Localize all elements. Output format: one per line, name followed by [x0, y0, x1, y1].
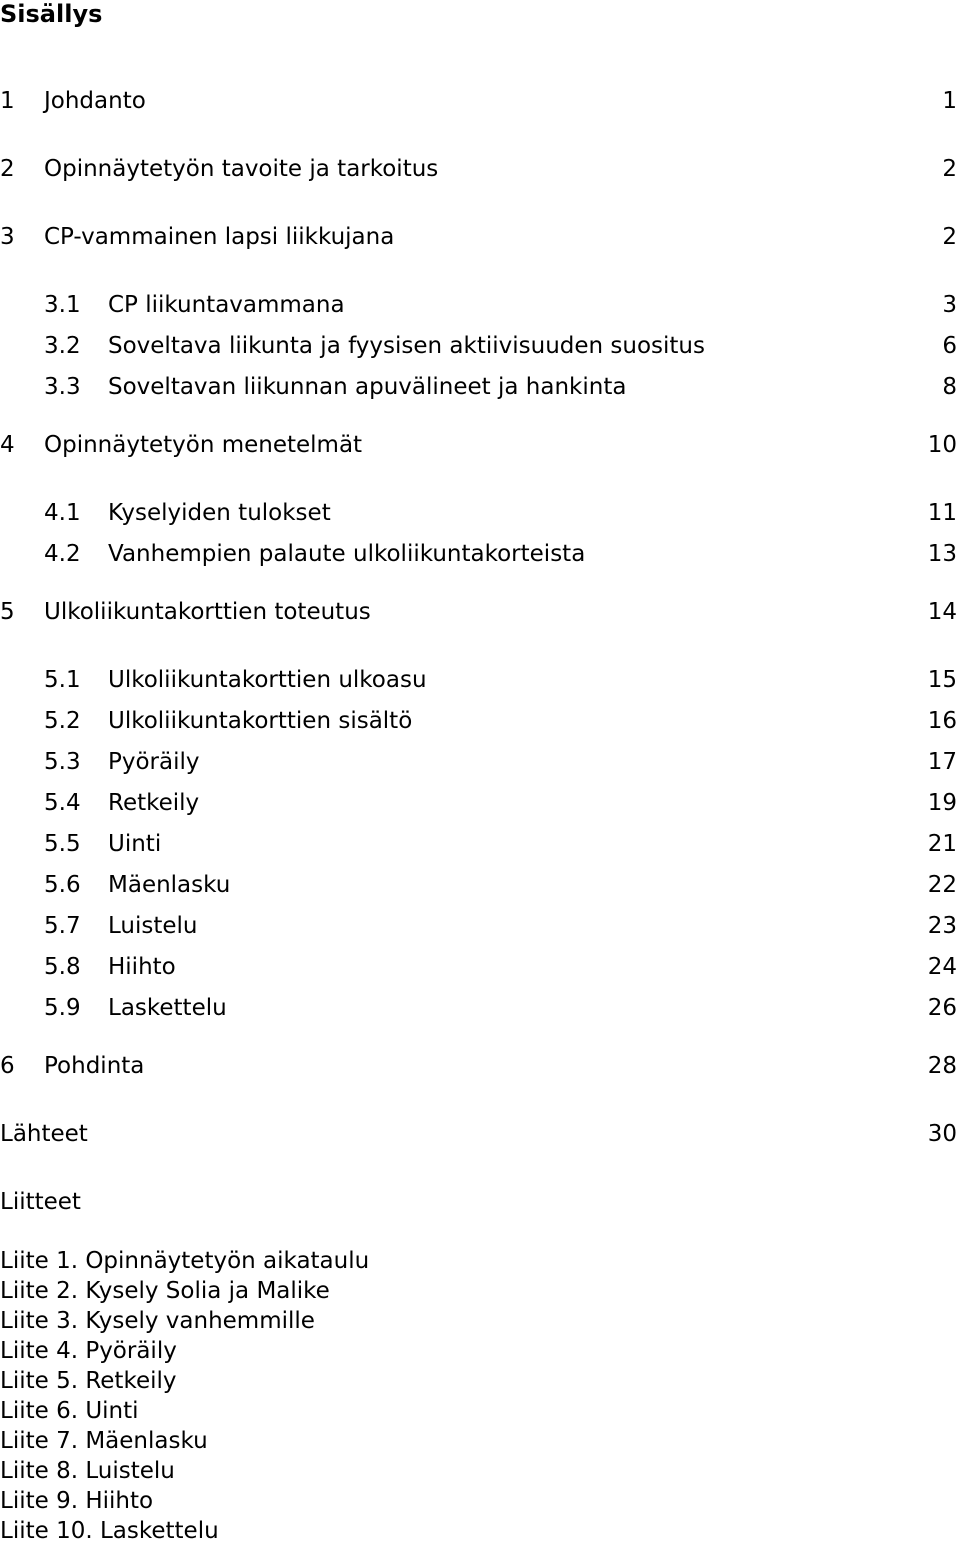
- toc-entry-page: 3: [942, 292, 957, 318]
- toc-entry-page: 23: [927, 913, 957, 939]
- page-title: Sisällys: [0, 0, 103, 28]
- toc-entry-title: Opinnäytetyön tavoite ja tarkoitus: [44, 156, 439, 182]
- appendix-item: Liite 6. Uinti: [0, 1398, 139, 1424]
- toc-entry-page: 8: [942, 374, 957, 400]
- toc-entry-page: 16: [927, 708, 957, 734]
- toc-entry: [0, 706, 957, 736]
- toc-entry: [0, 1051, 957, 1081]
- toc-entry: [0, 911, 957, 941]
- toc-entry-title: Soveltava liikunta ja fyysisen aktiivisuuden suositus: [108, 333, 705, 359]
- toc-entry-page: 10: [927, 432, 957, 458]
- toc-entry: [0, 290, 957, 320]
- toc-entry-number: 3: [0, 224, 15, 250]
- toc-entry-page: 15: [927, 667, 957, 693]
- toc-entry-number: 6: [0, 1053, 15, 1079]
- appendix-item: Liite 4. Pyöräily: [0, 1338, 177, 1364]
- toc-entry-title: Vanhempien palaute ulkoliikuntakorteista: [108, 541, 586, 567]
- toc-entry-page: 1: [942, 88, 957, 114]
- toc-entry-page: 2: [942, 224, 957, 250]
- toc-entry-page: 28: [927, 1053, 957, 1079]
- appendix-list: [0, 1246, 369, 1546]
- toc-entry-title: Ulkoliikuntakorttien toteutus: [44, 599, 371, 625]
- toc-entry-page: 24: [927, 954, 957, 980]
- toc-entry: [0, 154, 957, 184]
- toc-entry-title: Pyöräily: [108, 749, 200, 775]
- toc-entry: [0, 539, 957, 569]
- appendix-item: Liite 5. Retkeily: [0, 1368, 177, 1394]
- toc-entry-page: 21: [927, 831, 957, 857]
- toc-entry-number: 5.9: [44, 995, 81, 1021]
- toc-entry-page: 6: [942, 333, 957, 359]
- toc-entry-title: CP-vammainen lapsi liikkujana: [44, 224, 395, 250]
- toc-entry-title: Mäenlasku: [108, 872, 231, 898]
- toc-entry-title: Luistelu: [108, 913, 198, 939]
- toc-entry: [0, 372, 957, 402]
- toc-entry-title: Pohdinta: [44, 1053, 145, 1079]
- toc-entry-title: Ulkoliikuntakorttien sisältö: [108, 708, 413, 734]
- toc-entry: [0, 665, 957, 695]
- toc-entry-title: Laskettelu: [108, 995, 227, 1021]
- appendix-item: Liite 7. Mäenlasku: [0, 1428, 208, 1454]
- toc-entry-title: CP liikuntavammana: [108, 292, 345, 318]
- toc-entry: [0, 952, 957, 982]
- toc-entry-number: 5.6: [44, 872, 81, 898]
- toc-entry-number: 2: [0, 156, 15, 182]
- toc-entry-number: 5.5: [44, 831, 81, 857]
- toc-entry-number: 3.3: [44, 374, 81, 400]
- toc-entry-title: Ulkoliikuntakorttien ulkoasu: [108, 667, 427, 693]
- toc-entry: [0, 1119, 957, 1149]
- toc-entry-number: 5.8: [44, 954, 81, 980]
- toc-entry-page: 22: [927, 872, 957, 898]
- appendix-item: Liite 8. Luistelu: [0, 1458, 175, 1484]
- toc-entry: [0, 86, 957, 116]
- toc-entry-title: Uinti: [108, 831, 162, 857]
- appendix-item: Liite 1. Opinnäytetyön aikataulu: [0, 1248, 370, 1274]
- toc-entry-page: 26: [927, 995, 957, 1021]
- toc-entry-number: 1: [0, 88, 15, 114]
- toc-entry: [0, 788, 957, 818]
- toc-entry-number: 5.4: [44, 790, 81, 816]
- toc-entry-title: Hiihto: [108, 954, 176, 980]
- toc-entry-page: 17: [927, 749, 957, 775]
- toc-entry-title: Soveltavan liikunnan apuvälineet ja hankinta: [108, 374, 627, 400]
- toc-entry-title: Lähteet: [0, 1121, 88, 1147]
- toc-entry-number: 4: [0, 432, 15, 458]
- toc-entry-number: 5.7: [44, 913, 81, 939]
- toc-entry-number: 4.1: [44, 500, 81, 526]
- toc-entry-number: 4.2: [44, 541, 81, 567]
- toc-entry-page: 14: [927, 599, 957, 625]
- toc-entry-page: 30: [927, 1121, 957, 1147]
- toc-entry-number: 5.3: [44, 749, 81, 775]
- toc-entry: [0, 498, 957, 528]
- appendix-item: Liite 10. Laskettelu: [0, 1518, 219, 1544]
- toc-entry-page: 13: [927, 541, 957, 567]
- appendix-item: Liite 3. Kysely vanhemmille: [0, 1308, 315, 1334]
- toc-entry-number: 5: [0, 599, 15, 625]
- toc-entry-page: 11: [927, 500, 957, 526]
- toc-entry-title: Opinnäytetyön menetelmät: [44, 432, 363, 458]
- toc-entry: [0, 829, 957, 859]
- toc-entry-number: 3.1: [44, 292, 81, 318]
- toc-entry: [0, 597, 957, 627]
- toc-entry: [0, 331, 957, 361]
- toc-entry-title: Johdanto: [44, 88, 146, 114]
- appendix-item: Liite 9. Hiihto: [0, 1488, 154, 1514]
- toc-entry-title: Retkeily: [108, 790, 200, 816]
- toc-entry-number: 5.2: [44, 708, 81, 734]
- toc-entry: [0, 993, 957, 1023]
- appendix-heading: Liitteet: [0, 1189, 81, 1215]
- toc-entry-title: Kyselyiden tulokset: [108, 500, 331, 526]
- toc-entry: [0, 430, 957, 460]
- toc-entry-page: 19: [927, 790, 957, 816]
- toc-entry: [0, 747, 957, 777]
- toc-entry-number: 3.2: [44, 333, 81, 359]
- toc-entry: [0, 222, 957, 252]
- appendix-item: Liite 2. Kysely Solia ja Malike: [0, 1278, 330, 1304]
- toc-entry: [0, 870, 957, 900]
- toc-entry-page: 2: [942, 156, 957, 182]
- toc-entry-number: 5.1: [44, 667, 81, 693]
